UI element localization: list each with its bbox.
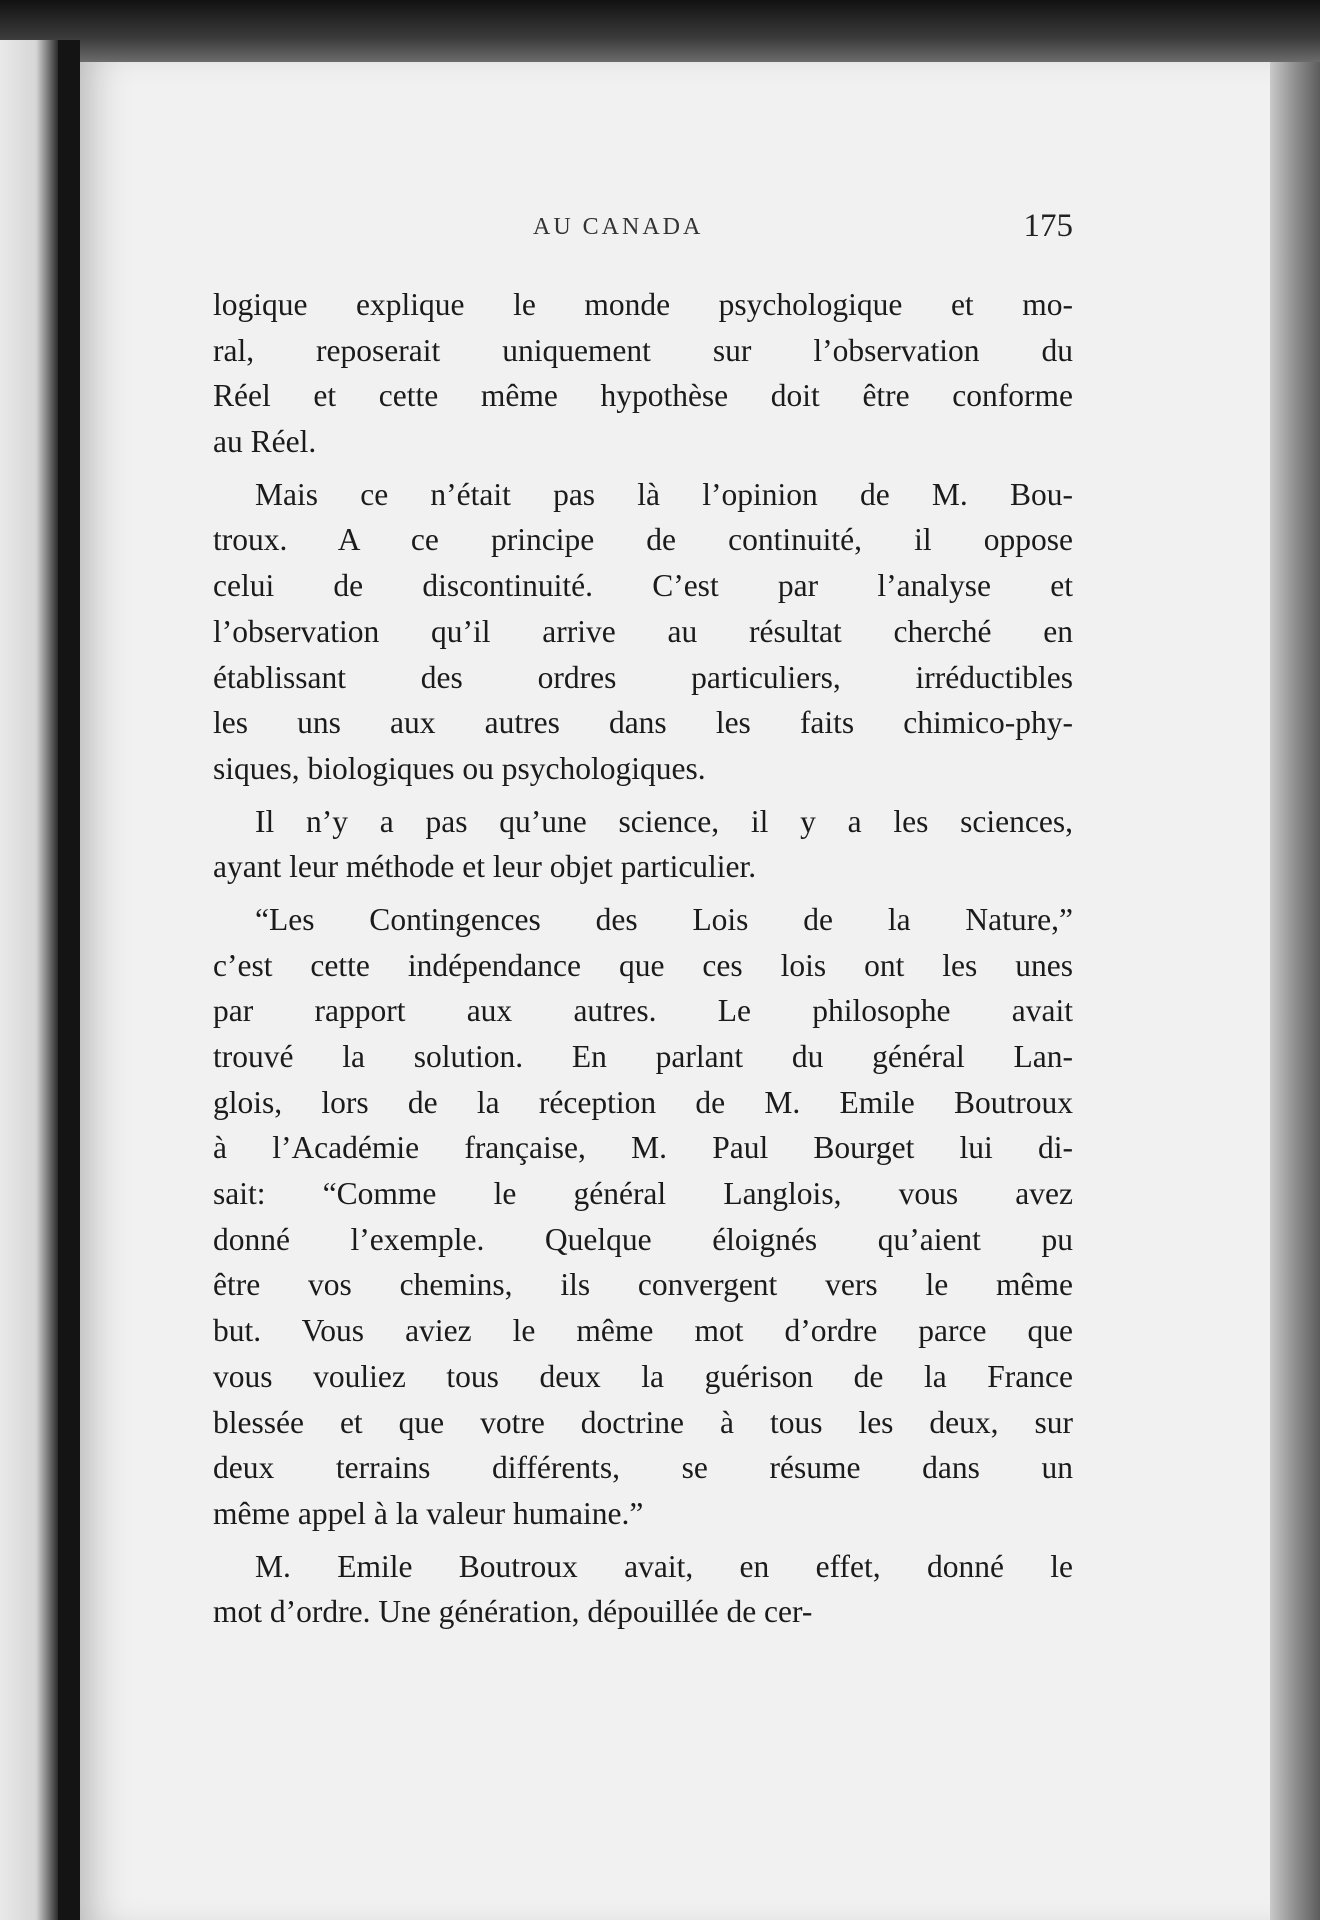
paragraph-gap — [213, 1537, 1073, 1544]
text-line: établissant des ordres particuliers, irréductibles — [213, 659, 1073, 695]
text-line: l’observation qu’il arrive au résultat cherché en — [213, 613, 1073, 649]
body-text — [213, 282, 1073, 1635]
text-line: les uns aux autres dans les faits chimico-phy- — [213, 705, 1073, 741]
text-line: deux terrains différents, se résume dans un — [213, 1450, 1073, 1486]
text-line: par rapport aux autres. Le philosophe avait — [213, 993, 1073, 1029]
paragraph — [213, 897, 1073, 1537]
book-gutter — [58, 40, 80, 1920]
text-line: même appel à la valeur humaine.” — [213, 1495, 644, 1531]
facing-page-edge — [0, 40, 60, 1920]
text-line: “Les Contingences des Lois de la Nature,” — [255, 901, 1073, 937]
text-line: Réel et cette même hypothèse doit être conforme — [213, 378, 1073, 414]
text-line: but. Vous aviez le même mot d’ordre parce que — [213, 1313, 1073, 1349]
scan-top-border — [0, 0, 1320, 62]
text-line: c’est cette indépendance que ces lois ont les unes — [213, 947, 1073, 983]
text-line: mot d’ordre. Une génération, dépouillée de cer- — [213, 1594, 813, 1630]
running-head: AU CANADA — [533, 214, 704, 240]
text-line: ayant leur méthode et leur objet particulier. — [213, 849, 757, 885]
page-header — [213, 208, 1073, 256]
paragraph-gap — [213, 465, 1073, 472]
text-line: troux. A ce principe de continuité, il oppose — [213, 522, 1073, 558]
text-line: logique explique le monde psychologique et mo- — [213, 287, 1073, 322]
text-line: sait: “Comme le général Langlois, vous avez — [213, 1176, 1073, 1212]
text-line: Il n’y a pas qu’une science, il y a les sciences, — [255, 803, 1073, 839]
text-line: au Réel. — [213, 424, 317, 460]
paragraph — [213, 1544, 1073, 1635]
text-line: glois, lors de la réception de M. Emile Boutroux — [213, 1084, 1073, 1120]
text-line: donné l’exemple. Quelque éloignés qu’aient pu — [213, 1221, 1073, 1257]
text-line: blessée et que votre doctrine à tous les deux, sur — [213, 1404, 1073, 1440]
text-line: à l’Académie française, M. Paul Bourget lui di- — [213, 1130, 1073, 1166]
paragraph-gap — [213, 890, 1073, 897]
text-line: être vos chemins, ils convergent vers le même — [213, 1267, 1073, 1303]
paragraph — [213, 472, 1073, 792]
paragraph — [213, 799, 1073, 890]
text-line: celui de discontinuité. C’est par l’analyse et — [213, 568, 1073, 604]
text-line: M. Emile Boutroux avait, en effet, donné le — [255, 1548, 1073, 1584]
page-stack-edge — [1270, 62, 1320, 1920]
paragraph-gap — [213, 792, 1073, 799]
text-line: ral, reposerait uniquement sur l’observation du — [213, 332, 1073, 368]
page-number: 175 — [1023, 208, 1073, 244]
text-line: vous vouliez tous deux la guérison de la France — [213, 1358, 1073, 1394]
text-line: siques, biologiques ou psychologiques. — [213, 750, 706, 786]
paragraph — [213, 282, 1073, 465]
text-line: Mais ce n’était pas là l’opinion de M. Bou- — [255, 476, 1073, 512]
text-line: trouvé la solution. En parlant du général Lan- — [213, 1039, 1073, 1074]
